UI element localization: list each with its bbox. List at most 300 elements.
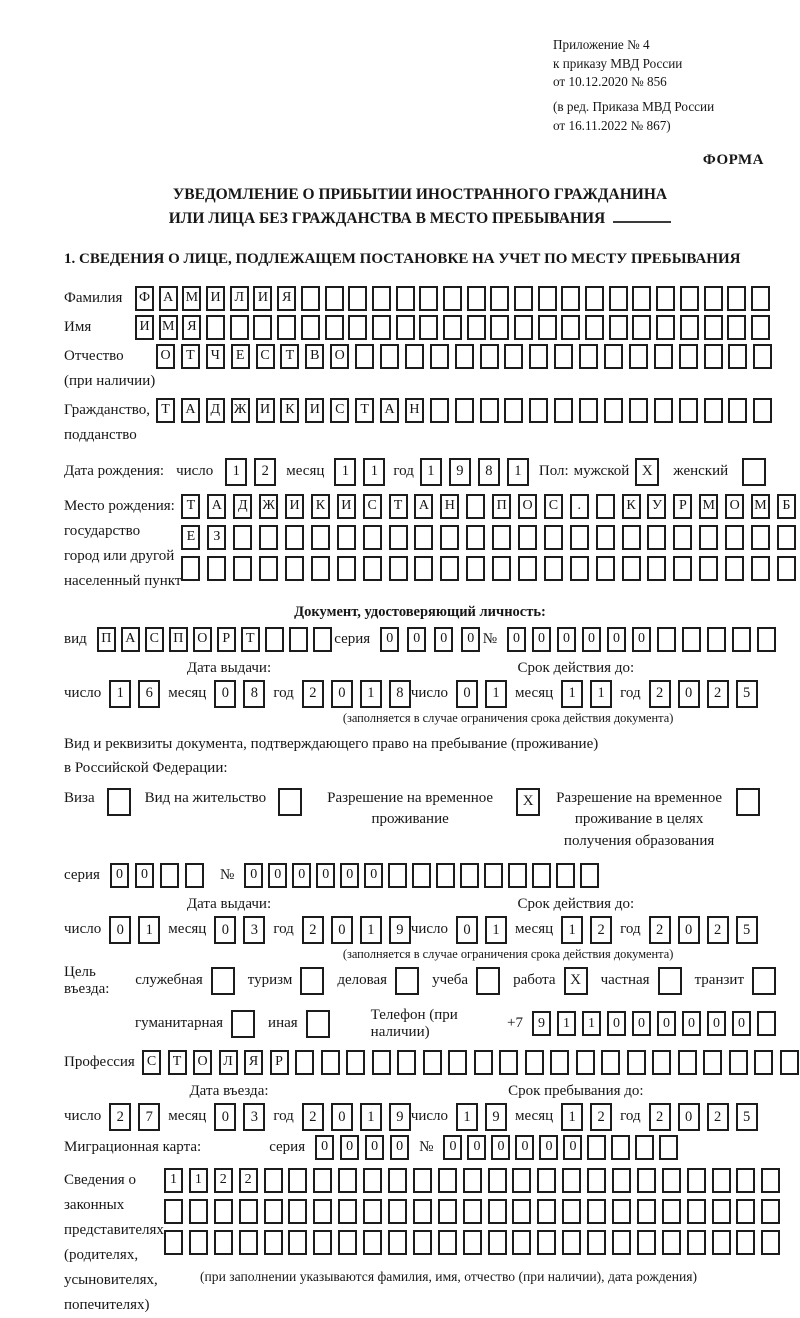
char-cell: 0 — [331, 916, 353, 944]
day-label: число — [64, 685, 102, 702]
char-cell — [757, 627, 776, 652]
char-cell — [587, 1168, 606, 1193]
char-cell — [637, 1199, 656, 1224]
char-cell — [611, 1135, 630, 1160]
char-cell — [388, 1230, 407, 1255]
purpose-label: Цель въезда: — [64, 963, 110, 997]
char-cell — [525, 1050, 544, 1075]
char-cell — [490, 315, 509, 340]
char-cell — [585, 315, 604, 340]
birth-place-cells-2 — [181, 525, 795, 550]
char-cell: Н — [440, 494, 459, 519]
day-label: число — [410, 1108, 449, 1125]
char-cell — [388, 1168, 407, 1193]
char-cell: 0 — [678, 916, 700, 944]
char-cell: . — [570, 494, 589, 519]
char-cell — [727, 286, 746, 311]
residence-series-cells — [110, 863, 204, 888]
char-cell: 1 — [420, 458, 442, 486]
checkbox-other — [306, 1010, 330, 1038]
char-cell: 0 — [456, 916, 478, 944]
char-cell — [612, 1199, 631, 1224]
char-cell — [337, 556, 356, 581]
char-cell: О — [518, 494, 537, 519]
char-cell — [239, 1199, 258, 1224]
char-cell: 0 — [110, 863, 129, 888]
citizenship-cells — [156, 398, 772, 423]
char-cell: 1 — [138, 916, 160, 944]
char-cell — [562, 1168, 581, 1193]
entry-stay-dates — [64, 1083, 776, 1131]
char-cell — [609, 286, 628, 311]
birth-date-label: Дата рождения: — [64, 463, 165, 480]
char-cell — [463, 1230, 482, 1255]
char-cell — [704, 344, 723, 369]
doc-kind-label: вид — [64, 630, 87, 647]
entry-year-cells — [302, 1103, 411, 1131]
char-cell: 0 — [707, 1011, 726, 1036]
surname-cells — [135, 286, 770, 311]
char-cell: 0 — [467, 1135, 486, 1160]
char-cell — [656, 286, 675, 311]
char-cell — [579, 344, 598, 369]
char-cell — [288, 1230, 307, 1255]
month-label: месяц — [515, 921, 554, 938]
char-cell — [508, 863, 527, 888]
checkbox-commercial — [395, 967, 419, 995]
char-cell — [725, 556, 744, 581]
profession-cells — [142, 1050, 799, 1075]
stay-month-cells — [561, 1103, 612, 1131]
char-cell — [604, 398, 623, 423]
name-label: Имя — [64, 318, 92, 335]
valid-day-cells — [456, 916, 507, 944]
char-cell: 0 — [607, 1011, 626, 1036]
char-cell: Т — [280, 344, 299, 369]
char-cell — [430, 398, 449, 423]
checkbox-business — [211, 967, 235, 995]
char-cell — [463, 1168, 482, 1193]
char-cell — [712, 1199, 731, 1224]
char-cell: 1 — [360, 916, 382, 944]
identity-doc-dates — [64, 660, 776, 726]
char-cell — [687, 1230, 706, 1255]
char-cell — [463, 1199, 482, 1224]
residence-options-row — [64, 788, 776, 853]
valid-caption: Срок действия до: — [517, 659, 635, 676]
char-cell — [579, 398, 598, 423]
char-cell — [325, 315, 344, 340]
entry-day-cells — [109, 1103, 160, 1131]
char-cell — [780, 1050, 799, 1075]
section1-heading: 1. СВЕДЕНИЯ О ЛИЦЕ, ПОДЛЕЖАЩЕМ ПОСТАНОВКЕ НА УЧЕТ ПО МЕСТУ ПРЕБЫВАНИЯ — [64, 250, 741, 267]
char-cell — [687, 1168, 706, 1193]
char-cell — [537, 1199, 556, 1224]
char-cell: 1 — [485, 680, 507, 708]
char-cell: М — [699, 494, 718, 519]
char-cell: 0 — [331, 1103, 353, 1131]
char-cell — [492, 556, 511, 581]
char-cell — [736, 1230, 755, 1255]
char-cell: 0 — [515, 1135, 534, 1160]
stay-year-cells — [649, 1103, 758, 1131]
char-cell: 3 — [243, 1103, 265, 1131]
profession-row — [64, 1050, 776, 1075]
char-cell — [673, 525, 692, 550]
char-cell: 1 — [189, 1168, 208, 1193]
char-cell — [488, 1230, 507, 1255]
char-cell — [185, 863, 204, 888]
char-cell: 0 — [331, 680, 353, 708]
month-label: месяц — [515, 1108, 554, 1125]
day-label: число — [64, 1108, 102, 1125]
residence-doc-intro-line1: Вид и реквизиты документа, подтверждающего право на пребывание (проживание) — [64, 735, 599, 752]
char-cell: 0 — [135, 863, 154, 888]
char-cell — [532, 863, 551, 888]
char-cell: П — [169, 627, 188, 652]
representatives-row — [64, 1168, 776, 1318]
char-cell: Т — [168, 1050, 187, 1075]
char-cell — [729, 1050, 748, 1075]
char-cell: Т — [156, 398, 175, 423]
phone-cells — [532, 1011, 776, 1036]
char-cell — [622, 525, 641, 550]
char-cell: 0 — [632, 1011, 651, 1036]
char-cell: 2 — [707, 916, 729, 944]
char-cell — [488, 1168, 507, 1193]
char-cell — [704, 286, 723, 311]
appendix-line: Приложение № 4 — [553, 37, 650, 52]
char-cell — [699, 525, 718, 550]
char-cell — [537, 1168, 556, 1193]
char-cell — [466, 525, 485, 550]
char-cell: 2 — [214, 1168, 233, 1193]
purpose-row — [64, 964, 776, 998]
char-cell: К — [311, 494, 330, 519]
char-cell: 0 — [244, 863, 263, 888]
char-cell — [480, 344, 499, 369]
char-cell: 2 — [302, 680, 324, 708]
char-cell — [499, 1050, 518, 1075]
char-cell: 2 — [590, 1103, 612, 1131]
birth-place-cells-3 — [181, 556, 795, 581]
char-cell: Б — [777, 494, 796, 519]
char-cell — [612, 1230, 631, 1255]
char-cell — [679, 344, 698, 369]
char-cell — [727, 315, 746, 340]
issue-year-cells — [302, 680, 411, 708]
char-cell — [761, 1168, 780, 1193]
char-cell: Я — [244, 1050, 263, 1075]
char-cell: 0 — [632, 627, 651, 652]
char-cell — [419, 315, 438, 340]
char-cell — [189, 1230, 208, 1255]
purpose-tourism: туризм — [248, 967, 325, 995]
char-cell: П — [492, 494, 511, 519]
char-cell: 9 — [449, 458, 471, 486]
identity-doc-row — [64, 627, 776, 652]
char-cell: 1 — [363, 458, 385, 486]
issue-caption: Дата выдачи: — [186, 895, 272, 912]
char-cell — [164, 1199, 183, 1224]
char-cell — [301, 286, 320, 311]
appendix-line: к приказу МВД России — [553, 55, 683, 71]
char-cell — [405, 344, 424, 369]
char-cell — [570, 556, 589, 581]
checkbox-study — [476, 967, 500, 995]
char-cell: Д — [233, 494, 252, 519]
char-cell: О — [193, 1050, 212, 1075]
issue-month-cells — [214, 680, 265, 708]
char-cell: 2 — [707, 680, 729, 708]
char-cell — [728, 398, 747, 423]
char-cell — [609, 315, 628, 340]
char-cell: 0 — [292, 863, 311, 888]
char-cell: Ж — [231, 398, 250, 423]
char-cell — [396, 286, 415, 311]
char-cell — [612, 1168, 631, 1193]
char-cell — [654, 398, 673, 423]
phone-label: Телефон (при наличии) — [370, 1006, 458, 1040]
char-cell: 0 — [557, 627, 576, 652]
char-cell — [264, 1168, 283, 1193]
purpose-business: служебная — [135, 967, 235, 995]
char-cell — [338, 1230, 357, 1255]
char-cell — [554, 344, 573, 369]
char-cell — [430, 344, 449, 369]
checkbox-sex-male: X — [635, 458, 659, 486]
char-cell: 1 — [507, 458, 529, 486]
char-cell — [704, 315, 723, 340]
char-cell — [601, 1050, 620, 1075]
char-cell: И — [337, 494, 356, 519]
char-cell: 2 — [239, 1168, 258, 1193]
char-cell — [313, 1199, 332, 1224]
citizenship-label2: подданство — [64, 426, 137, 443]
checkbox-humanitarian — [231, 1010, 255, 1038]
representatives-cells-2 — [164, 1199, 780, 1224]
char-cell: 0 — [380, 627, 399, 652]
char-cell — [413, 1168, 432, 1193]
char-cell — [753, 344, 772, 369]
char-cell — [311, 525, 330, 550]
year-label: год — [620, 1108, 641, 1125]
char-cell: Т — [355, 398, 374, 423]
char-cell — [637, 1230, 656, 1255]
char-cell: 0 — [109, 916, 131, 944]
char-cell — [632, 315, 651, 340]
char-cell — [751, 286, 770, 311]
char-cell: Н — [405, 398, 424, 423]
char-cell: С — [256, 344, 275, 369]
char-cell: 1 — [561, 680, 583, 708]
char-cell: В — [305, 344, 324, 369]
char-cell — [514, 286, 533, 311]
char-cell: И — [285, 494, 304, 519]
char-cell — [301, 315, 320, 340]
char-cell — [466, 556, 485, 581]
purpose-private: частная — [601, 967, 682, 995]
char-cell — [265, 627, 284, 652]
option-temp-residence-label: Разрешение на временное проживание — [327, 789, 494, 828]
char-cell — [656, 315, 675, 340]
char-cell — [480, 398, 499, 423]
char-cell — [761, 1199, 780, 1224]
char-cell — [239, 1230, 258, 1255]
doc-series-label: серия — [334, 630, 371, 647]
char-cell: 1 — [561, 1103, 583, 1131]
form-title-line1: УВЕДОМЛЕНИЕ О ПРИБЫТИИ ИНОСТРАННОГО ГРАЖДАНИНА — [172, 185, 668, 203]
surname-label: Фамилия — [64, 289, 123, 306]
char-cell — [189, 1199, 208, 1224]
char-cell — [214, 1230, 233, 1255]
char-cell — [585, 286, 604, 311]
char-cell — [659, 1135, 678, 1160]
char-cell: М — [751, 494, 770, 519]
char-cell — [736, 1199, 755, 1224]
char-cell: Т — [181, 494, 200, 519]
char-cell: 0 — [582, 627, 601, 652]
char-cell: 1 — [485, 916, 507, 944]
char-cell — [777, 525, 796, 550]
residence-doc-intro — [64, 732, 776, 780]
char-cell — [372, 1050, 391, 1075]
valid-note: (заполняется в случае ограничения срока действия документа) — [342, 710, 674, 725]
char-cell — [466, 494, 485, 519]
char-cell — [414, 556, 433, 581]
char-cell — [414, 525, 433, 550]
char-cell — [652, 1050, 671, 1075]
issue-caption: Дата выдачи: — [186, 659, 272, 676]
char-cell — [295, 1050, 314, 1075]
char-cell: Т — [241, 627, 260, 652]
migration-card-label: Миграционная карта: — [64, 1138, 202, 1155]
char-cell — [325, 286, 344, 311]
char-cell — [338, 1199, 357, 1224]
stay-caption: Срок пребывания до: — [508, 1082, 644, 1099]
char-cell: 6 — [138, 680, 160, 708]
char-cell: И — [206, 286, 225, 311]
purpose-commercial: деловая — [337, 967, 419, 995]
month-label: месяц — [286, 463, 325, 480]
char-cell — [707, 627, 726, 652]
char-cell — [313, 1168, 332, 1193]
char-cell — [440, 525, 459, 550]
char-cell — [662, 1168, 681, 1193]
char-cell — [518, 525, 537, 550]
entry-caption: Дата въезда: — [189, 1082, 269, 1099]
char-cell — [751, 556, 770, 581]
surname-row — [64, 286, 776, 311]
char-cell — [438, 1168, 457, 1193]
char-cell — [363, 525, 382, 550]
char-cell: 0 — [456, 680, 478, 708]
char-cell — [338, 1168, 357, 1193]
char-cell — [703, 1050, 722, 1075]
residence-doc-intro-line2: в Российской Федерации: — [64, 759, 228, 776]
char-cell — [455, 398, 474, 423]
char-cell — [518, 556, 537, 581]
migration-series-cells — [315, 1135, 409, 1160]
issue-year-cells — [302, 916, 411, 944]
name-cells — [135, 315, 770, 340]
char-cell — [460, 863, 479, 888]
char-cell — [538, 286, 557, 311]
profession-label: Профессия — [64, 1053, 135, 1070]
checkbox-sex-female — [742, 458, 766, 486]
char-cell: Р — [673, 494, 692, 519]
char-cell — [728, 344, 747, 369]
sex-label: Пол: — [538, 463, 569, 480]
valid-note: (заполняется в случае ограничения срока действия документа) — [342, 946, 674, 961]
residence-number-cells — [244, 863, 599, 888]
char-cell: 0 — [340, 1135, 359, 1160]
char-cell: 0 — [268, 863, 287, 888]
char-cell: П — [97, 627, 116, 652]
char-cell — [604, 344, 623, 369]
char-cell — [627, 1050, 646, 1075]
char-cell — [484, 863, 503, 888]
char-cell: 1 — [561, 916, 583, 944]
char-cell: 9 — [532, 1011, 551, 1036]
char-cell — [207, 556, 226, 581]
representatives-note: (при заполнении указываются фамилия, имя, отчество (при наличии), дата рождения) — [200, 1268, 698, 1284]
birth-place-label: Место рождения: — [64, 497, 175, 514]
char-cell: 1 — [590, 680, 612, 708]
purpose-humanitarian: гуманитарная — [135, 1010, 255, 1038]
char-cell: 5 — [736, 680, 758, 708]
entry-month-cells — [214, 1103, 265, 1131]
char-cell: И — [256, 398, 275, 423]
char-cell — [570, 525, 589, 550]
char-cell — [757, 1011, 776, 1036]
char-cell — [443, 286, 462, 311]
char-cell: 8 — [478, 458, 500, 486]
option-residence-permit — [145, 788, 302, 816]
option-visa-label: Виза — [64, 789, 95, 806]
char-cell — [562, 1230, 581, 1255]
residence-series-label: серия — [64, 866, 100, 883]
char-cell: 9 — [389, 916, 411, 944]
char-cell — [512, 1199, 531, 1224]
char-cell: 1 — [360, 680, 382, 708]
char-cell: С — [363, 494, 382, 519]
char-cell — [455, 344, 474, 369]
char-cell — [264, 1230, 283, 1255]
char-cell — [682, 627, 701, 652]
char-cell — [412, 863, 431, 888]
char-cell — [313, 627, 332, 652]
appendix-line: от 10.12.2020 № 856 — [553, 74, 667, 90]
char-cell — [538, 315, 557, 340]
birth-date-row — [64, 458, 776, 486]
char-cell — [285, 556, 304, 581]
checkbox-tourism — [300, 967, 324, 995]
option-temp-residence-education-label: Разрешение на временное проживание в целях получения образования — [556, 789, 723, 850]
char-cell — [587, 1230, 606, 1255]
char-cell: 0 — [678, 680, 700, 708]
char-cell: О — [330, 344, 349, 369]
char-cell — [348, 315, 367, 340]
valid-year-cells — [649, 680, 758, 708]
char-cell — [596, 556, 615, 581]
char-cell — [259, 525, 278, 550]
char-cell: 0 — [390, 1135, 409, 1160]
char-cell — [514, 315, 533, 340]
year-label: год — [273, 685, 294, 702]
char-cell — [554, 398, 573, 423]
char-cell: 0 — [365, 1135, 384, 1160]
